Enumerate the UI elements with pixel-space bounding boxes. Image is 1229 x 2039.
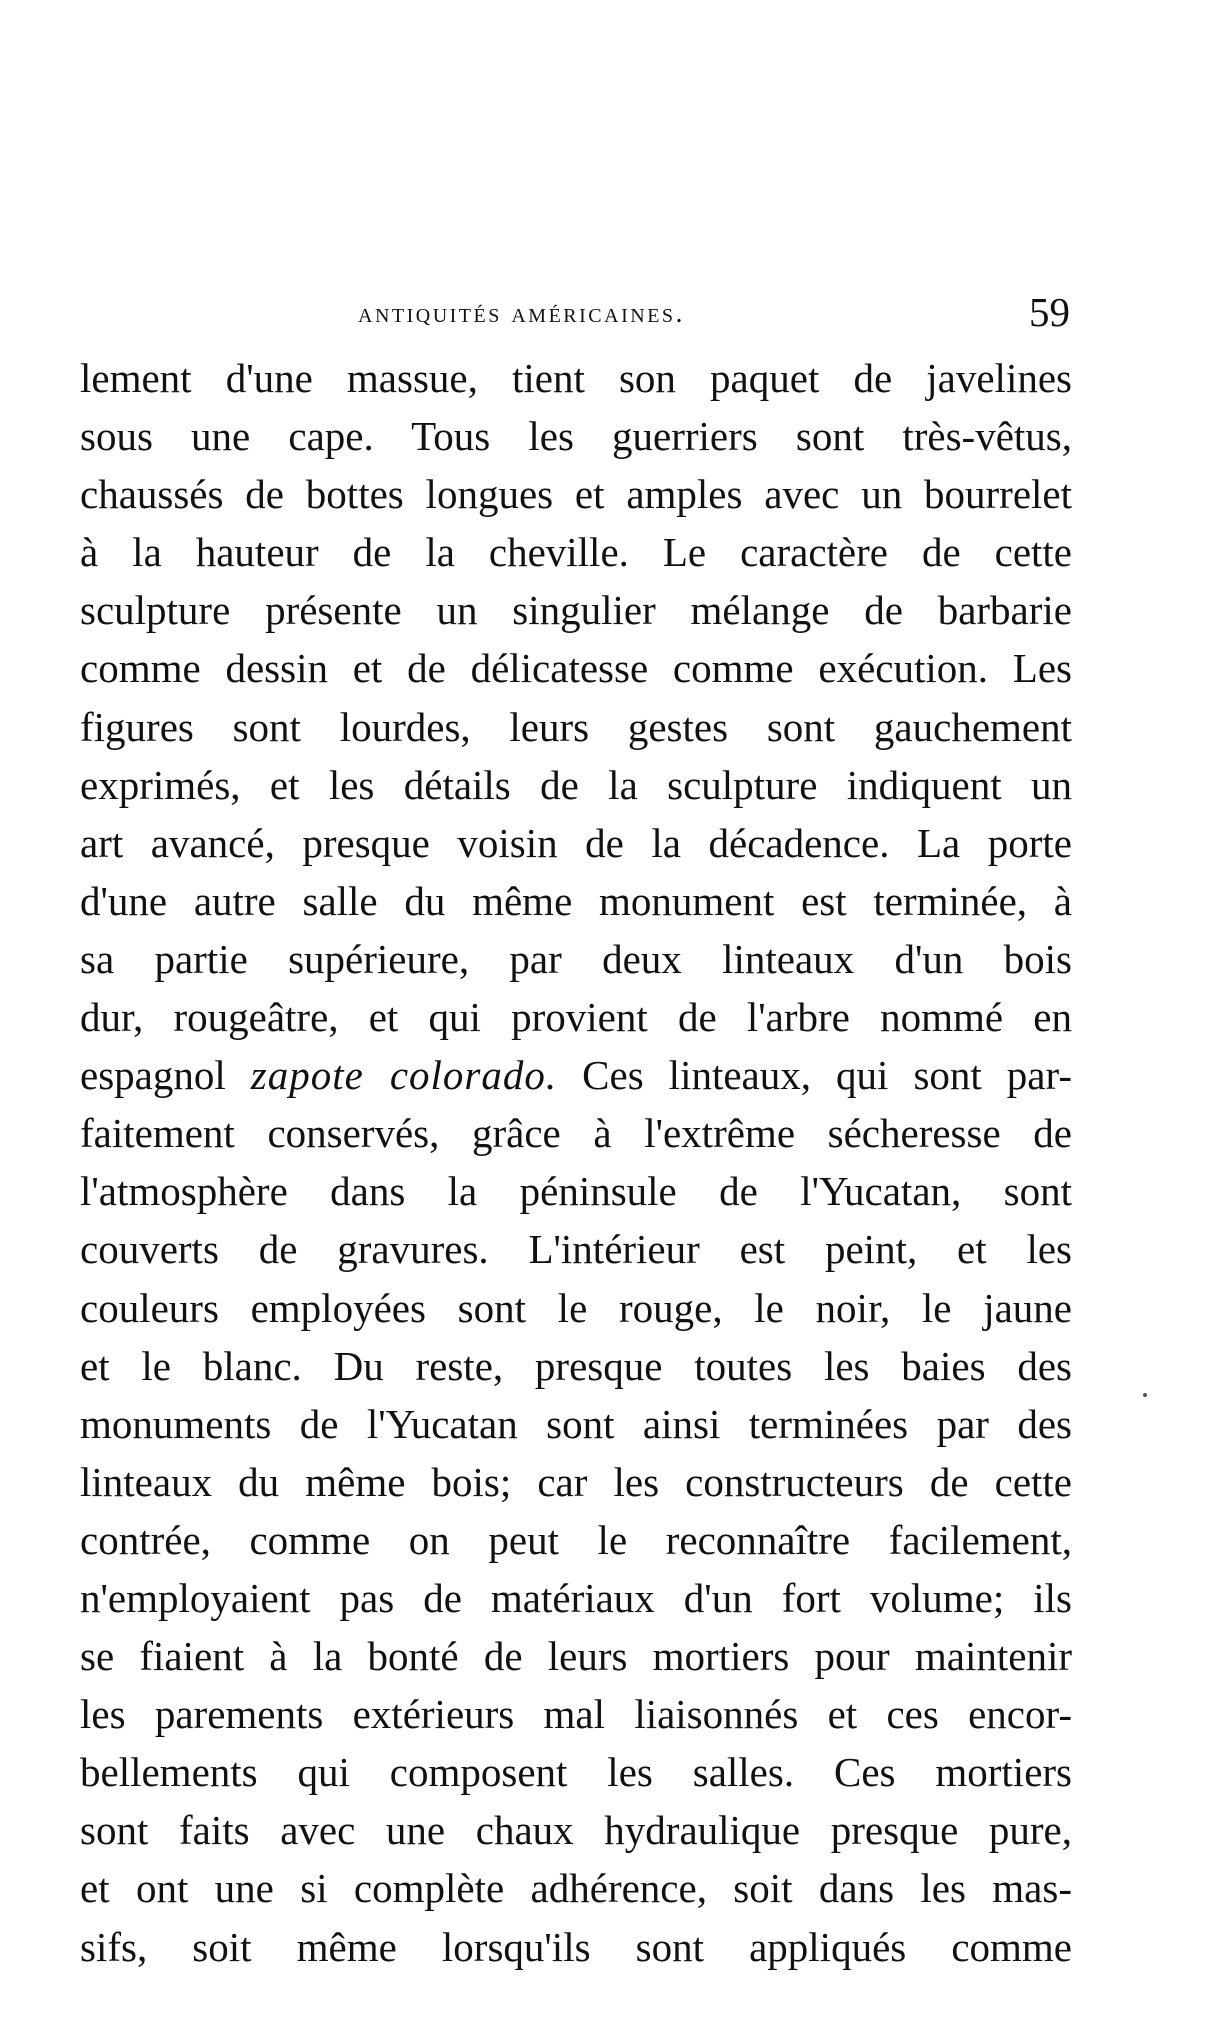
text-line: sont faits avec une chaux hydraulique presque pure, xyxy=(80,1807,1072,1854)
italic-term: zapote colorado. xyxy=(250,1052,558,1099)
text-line: les parements extérieurs mal liaisonnés et ces encor- xyxy=(80,1691,1072,1738)
text-segment: Ces linteaux, qui sont par- xyxy=(557,1052,1072,1099)
text-segment: espagnol xyxy=(80,1052,251,1099)
text-line: dur, rougeâtre, et qui provient de l'arbre nommé en xyxy=(80,994,1072,1041)
running-title: antiquités américaines. xyxy=(358,298,686,329)
text-line: à la hauteur de la cheville. Le caractère de cette xyxy=(80,529,1072,576)
text-line: exprimés, et les détails de la sculpture indiquent un xyxy=(80,761,1072,808)
text-line-with-italic xyxy=(80,1046,1072,1104)
text-line: l'atmosphère dans la péninsule de l'Yucatan, sont xyxy=(80,1168,1072,1215)
text-line: et ont une si complète adhérence, soit dans les mas- xyxy=(80,1865,1072,1912)
text-line: faitement conservés, grâce à l'extrême sécheresse de xyxy=(80,1110,1072,1157)
text-line: sculpture présente un singulier mélange de barbarie xyxy=(80,587,1072,634)
text-line: couverts de gravures. L'intérieur est peint, et les xyxy=(80,1226,1072,1273)
text-line: d'une autre salle du même monument est terminée, à xyxy=(80,877,1072,924)
page-number: 59 xyxy=(1029,289,1070,335)
text-line: se fiaient à la bonté de leurs mortiers pour maintenir xyxy=(80,1633,1072,1680)
text-line: art avancé, presque voisin de la décadence. La porte xyxy=(80,819,1072,866)
running-head xyxy=(80,288,1072,336)
text-line: contrée, comme on peut le reconnaître facilement, xyxy=(80,1516,1072,1563)
body-text xyxy=(80,349,1072,1976)
text-line: sifs, soit même lorsqu'ils sont appliqués comme xyxy=(80,1923,1072,1970)
text-line: sa partie supérieure, par deux linteaux d'un bois xyxy=(80,935,1072,982)
text-line: couleurs employées sont le rouge, le noir, le jaune xyxy=(80,1284,1072,1331)
text-line: figures sont lourdes, leurs gestes sont gauchement xyxy=(80,703,1072,750)
margin-speck xyxy=(1143,1393,1147,1397)
text-line: chaussés de bottes longues et amples avec un bourrelet xyxy=(80,471,1072,518)
text-line: monuments de l'Yucatan sont ainsi terminées par des xyxy=(80,1400,1072,1447)
text-line: lement d'une massue, tient son paquet de javelines xyxy=(80,355,1072,401)
text-line: et le blanc. Du reste, presque toutes les baies des xyxy=(80,1342,1072,1389)
text-line: sous une cape. Tous les guerriers sont très-vêtus, xyxy=(80,413,1072,460)
text-line: bellements qui composent les salles. Ces mortiers xyxy=(80,1749,1072,1796)
text-line: comme dessin et de délicatesse comme exécution. Les xyxy=(80,645,1072,692)
text-line: linteaux du même bois; car les constructeurs de cette xyxy=(80,1458,1072,1505)
text-line: n'employaient pas de matériaux d'un fort volume; ils xyxy=(80,1574,1072,1621)
